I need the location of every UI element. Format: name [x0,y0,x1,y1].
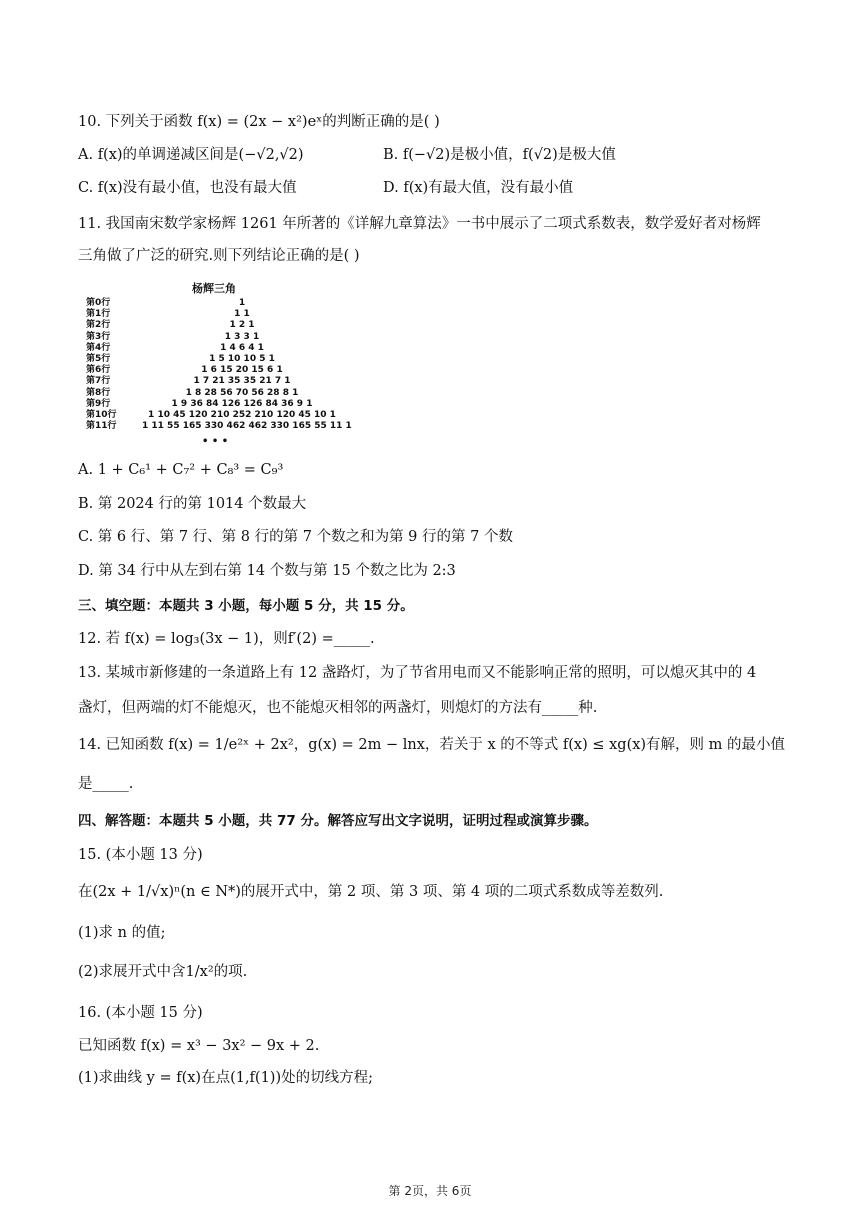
yanghui-triangle-figure [82,276,352,448]
q12: 12. 若 f(x) = log₃(3x − 1)，则f′(2) =_____. [78,631,375,647]
q11-stem-line1: 11. 我国南宋数学家杨辉 1261 年所著的《详解九章算法》一书中展示了二项式系数表，数学爱好者对杨辉 [78,216,761,232]
q10-stem: 10. 下列关于函数 f(x) = (2x − x²)eˣ的判断正确的是( ) [78,114,440,130]
section-3-heading: 三、填空题：本题共 3 小题，每小题 5 分，共 15 分。 [78,598,414,614]
q13-line1: 13. 某城市新修建的一条道路上有 12 盏路灯，为了节省用电而又不能影响正常的照明，可以熄灭其中的 4 [78,665,757,681]
triangle-row-label: 第3行 [86,331,111,342]
triangle-row-label: 第8行 [86,387,111,398]
triangle-row-label: 第6行 [86,365,111,376]
triangle-row-values: 1 1 [234,309,250,320]
triangle-row-label: 第9行 [86,398,111,409]
triangle-row-values: 1 9 36 84 126 126 84 36 9 1 [171,398,313,409]
triangle-row-label: 第4行 [86,342,111,353]
triangle-row-values: 1 5 10 10 5 1 [209,354,275,364]
q11-option-c: C. 第 6 行、第 7 行、第 8 行的第 7 个数之和为第 9 行的第 7 个数 [78,529,513,545]
q15-part1: (1)求 n 的值; [78,925,166,941]
q10-option-a: A. f(x)的单调递减区间是(−√2,√2) [78,147,304,163]
triangle-row-label: 第2行 [86,320,111,331]
q10-option-b: B. f(−√2)是极小值，f(√2)是极大值 [383,147,616,163]
figure-title: 杨辉三角 [192,282,236,295]
q15-header: 15. (本小题 13 分) [78,847,203,863]
q14-line2: 是_____. [78,776,134,792]
figure-ellipsis: • • • [202,436,229,447]
q13-line2: 盏灯，但两端的灯不能熄灭，也不能熄灭相邻的两盏灯，则熄灯的方法有_____种. [78,700,598,716]
q16-stem: 已知函数 f(x) = x³ − 3x² − 9x + 2. [78,1038,320,1054]
triangle-row-label: 第10行 [86,410,117,420]
q11-option-b: B. 第 2024 行的第 1014 个数最大 [78,496,307,512]
triangle-row-label: 第11行 [86,421,117,432]
triangle-row-label: 第5行 [86,354,111,364]
triangle-row-values: 1 8 28 56 70 56 28 8 1 [185,387,299,398]
triangle-row-values: 1 10 45 120 210 252 210 120 45 10 1 [148,410,336,420]
q16-header: 16. (本小题 15 分) [78,1005,203,1021]
q11-stem-line2: 三角做了广泛的研究.则下列结论正确的是( ) [78,248,360,264]
triangle-row-values: 1 3 3 1 [224,331,260,342]
q11-option-a: A. 1 + C₆¹ + C₇² + C₈³ = C₉³ [78,462,284,478]
triangle-row-label: 第7行 [86,376,111,387]
triangle-row-values: 1 [238,298,246,308]
page-footer: 第 2页，共 6页 [388,1184,472,1198]
q16-part1: (1)求曲线 y = f(x)在点(1,f(1))处的切线方程; [78,1070,374,1086]
triangle-row-values: 1 11 55 165 330 462 462 330 165 55 11 1 [142,421,352,432]
q14-line1: 14. 已知函数 f(x) = 1/e²ˣ + 2x²，g(x) = 2m − lnx，若关于 x 的不等式 f(x) ≤ xg(x)有解，则 m 的最小值 [78,737,786,753]
triangle-row-values: 1 6 15 20 15 6 1 [201,365,283,376]
q10-option-c: C. f(x)没有最小值，也没有最大值 [78,180,297,196]
q15-stem: 在(2x + 1/√x)ⁿ(n ∈ N*)的展开式中，第 2 项、第 3 项、第 4 项的二项式系数成等差数列. [78,884,664,900]
q15-part2: (2)求展开式中含1/x²的项. [78,964,248,980]
q10-option-d: D. f(x)有最大值，没有最小值 [383,180,574,196]
triangle-row-label: 第1行 [86,309,111,320]
triangle-row-values: 1 7 21 35 35 21 7 1 [193,376,291,387]
q11-option-d: D. 第 34 行中从左到右第 14 个数与第 15 个数之比为 2:3 [78,563,456,579]
triangle-row-values: 1 4 6 4 1 [220,342,264,353]
triangle-row-values: 1 2 1 [229,320,255,331]
section-4-heading: 四、解答题：本题共 5 小题，共 77 分。解答应写出文字说明，证明过程或演算步骤。 [78,813,598,829]
triangle-row-label: 第0行 [86,298,111,308]
